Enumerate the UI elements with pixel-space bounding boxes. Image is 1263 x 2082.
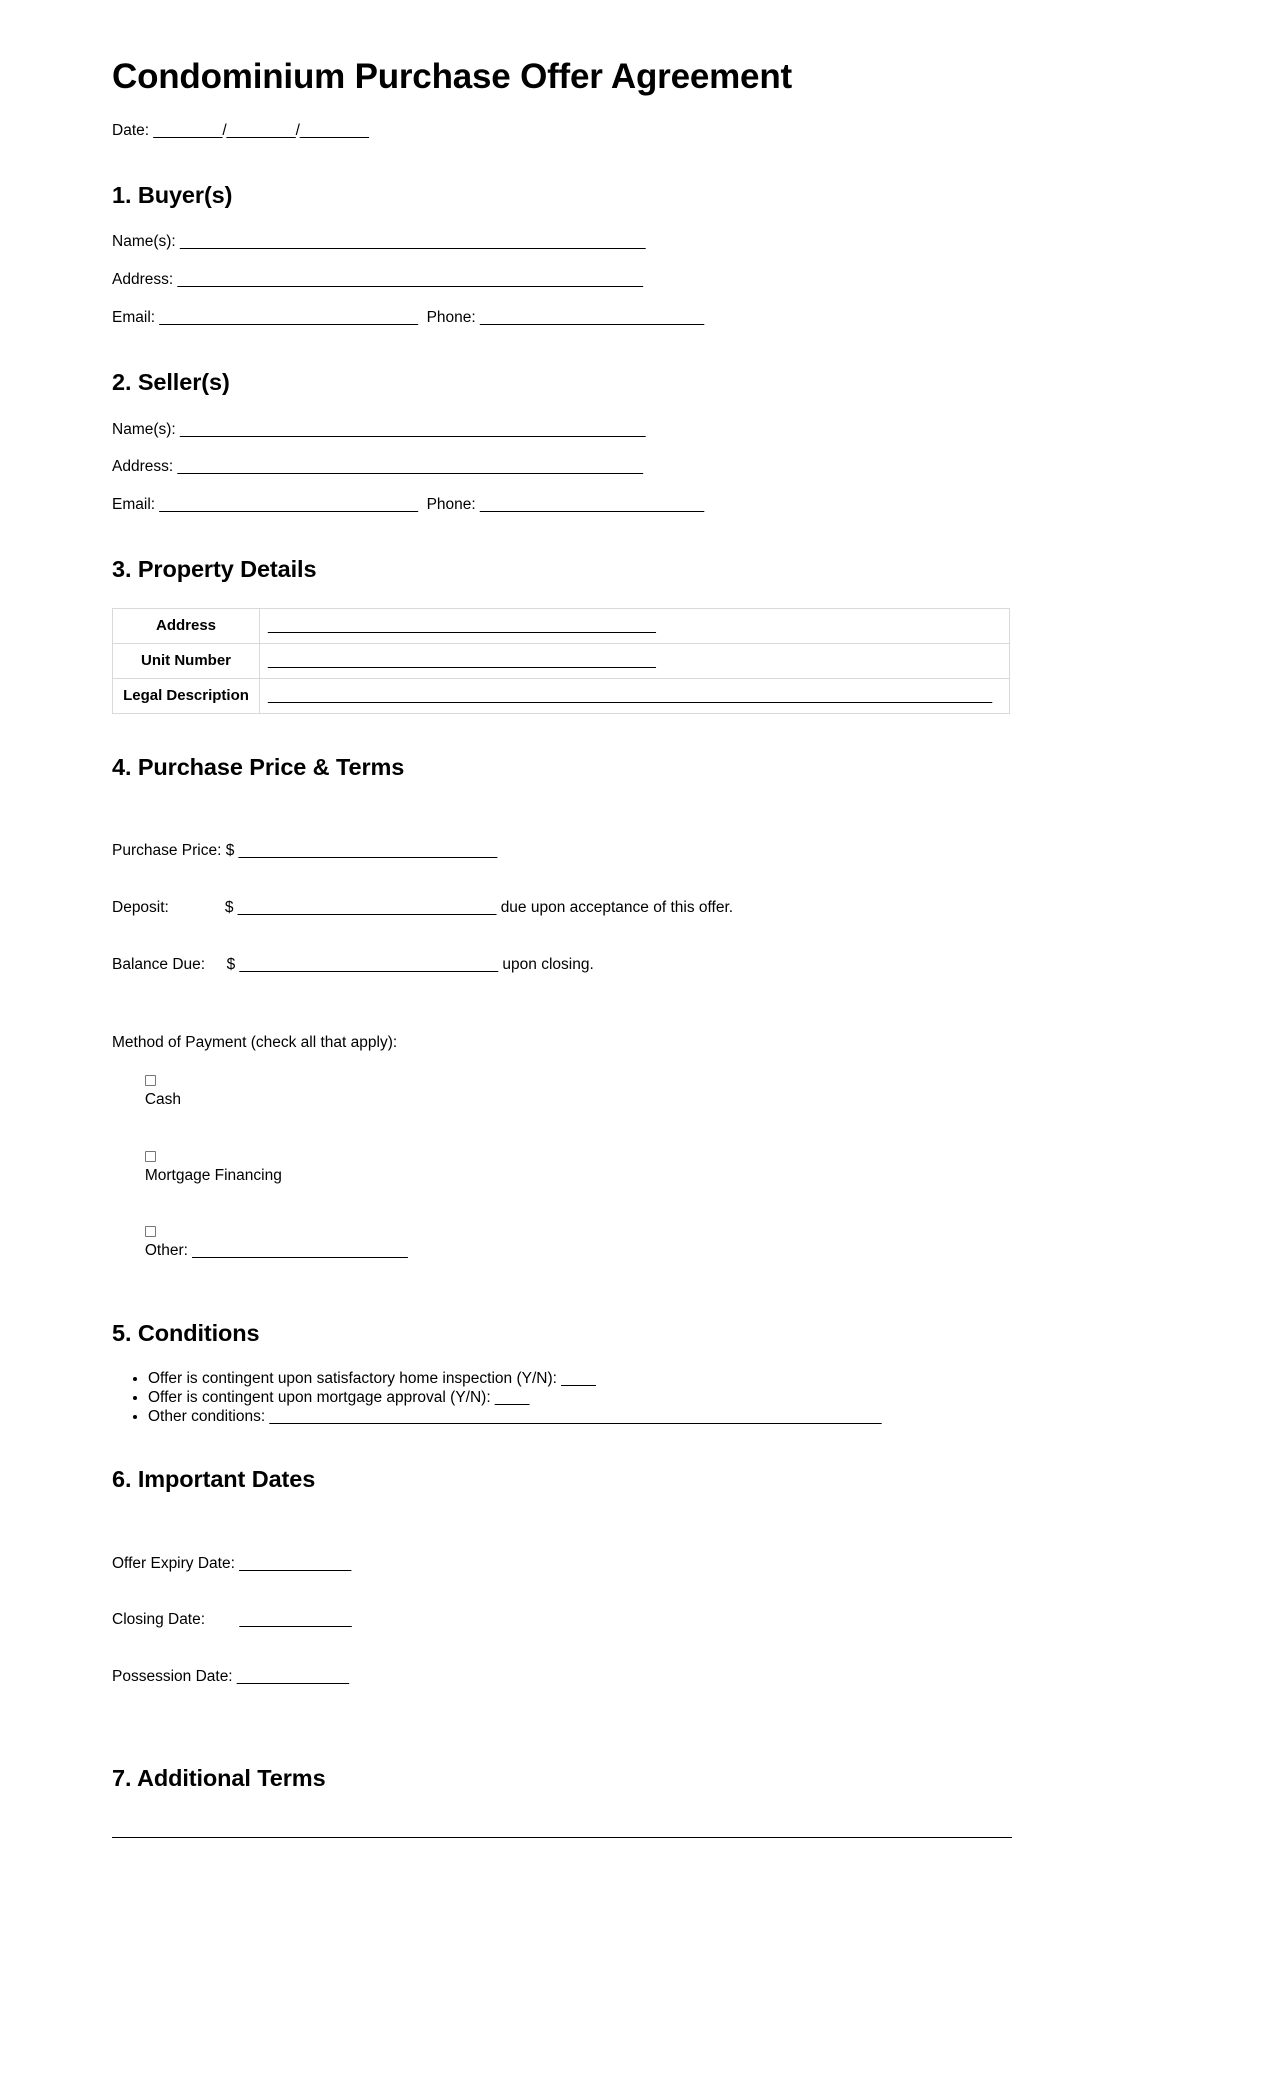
seller-email-phone-field[interactable]: Email: ______________________________ Phone: __________________________ (112, 496, 705, 514)
table-row (113, 678, 1010, 713)
table-row (113, 608, 1010, 643)
important-dates-block (112, 1517, 1151, 1725)
list-item[interactable]: • Offer is contingent upon mortgage approval (Y/N): ____ (148, 1389, 1151, 1408)
payment-method-label: Method of Payment (check all that apply): (112, 1034, 398, 1052)
section-heading-buyers: 1. Buyer(s) (112, 181, 233, 208)
buyer-address-field[interactable]: Address: ______________________________________________________ (112, 271, 643, 289)
possession-date-field[interactable]: Possession Date: _____________ (112, 1668, 349, 1686)
row-label-legal-description: Legal Description (113, 678, 260, 713)
section-heading-sellers: 2. Seller(s) (112, 368, 230, 395)
checkbox-mortgage-financing[interactable] (145, 1151, 156, 1162)
section-heading-purchase-price-terms: 4. Purchase Price & Terms (112, 753, 405, 780)
section-heading-property-details: 3. Property Details (112, 556, 317, 583)
page-title: Condominium Purchase Offer Agreement (112, 57, 792, 96)
payment-method-block (112, 1034, 1151, 1280)
row-value-legal-description[interactable]: ____________________________________________________________________________________ (260, 678, 1010, 713)
checkbox-cash[interactable] (145, 1075, 156, 1086)
purchase-terms-block (112, 804, 1151, 1012)
checkbox-other[interactable] (145, 1226, 156, 1237)
purchase-price-field[interactable]: Purchase Price: $ ______________________________ (112, 842, 498, 860)
payment-option-cash[interactable] (119, 1053, 1151, 1129)
seller-address-field[interactable]: Address: ______________________________________________________ (112, 458, 643, 476)
payment-option-other[interactable] (119, 1205, 1151, 1281)
table-row (113, 643, 1010, 678)
property-details-table (112, 608, 1010, 714)
section-heading-important-dates: 6. Important Dates (112, 1466, 316, 1493)
row-value-address[interactable]: _____________________________________________ (260, 608, 1010, 643)
balance-due-field[interactable]: Balance Due: $ ______________________________ upon closing. (112, 955, 594, 973)
offer-expiry-date-field[interactable]: Offer Expiry Date: _____________ (112, 1554, 352, 1572)
payment-option-label-mortgage-financing: Mortgage Financing (144, 1166, 282, 1184)
seller-names-field[interactable]: Name(s): ______________________________________________________ (112, 420, 646, 438)
list-item[interactable]: • Offer is contingent upon satisfactory home inspection (Y/N): ____ (148, 1370, 1151, 1389)
payment-option-label-cash: Cash (144, 1091, 182, 1109)
closing-date-field[interactable]: Closing Date: _____________ (112, 1611, 352, 1629)
section-heading-conditions: 5. Conditions (112, 1320, 260, 1347)
payment-option-mortgage-financing[interactable] (119, 1129, 1151, 1205)
section-heading-additional-terms: 7. Additional Terms (112, 1764, 326, 1791)
list-item[interactable]: • Other conditions: _______________________________________________________________________ (148, 1408, 1151, 1427)
conditions-list (112, 1370, 1151, 1427)
additional-terms-rule (112, 1837, 1012, 1838)
row-label-address: Address (113, 608, 260, 643)
row-label-unit-number: Unit Number (113, 643, 260, 678)
row-value-unit-number[interactable]: _____________________________________________ (260, 643, 1010, 678)
buyer-names-field[interactable]: Name(s): ______________________________________________________ (112, 233, 646, 251)
buyer-email-phone-field[interactable]: Email: ______________________________ Phone: __________________________ (112, 309, 705, 327)
deposit-field[interactable]: Deposit: $ ______________________________ due upon acceptance of this offer. (112, 898, 734, 916)
date-field-line[interactable]: Date: ________/________/________ (112, 121, 369, 139)
payment-option-label-other[interactable]: Other: _________________________ (144, 1242, 408, 1260)
